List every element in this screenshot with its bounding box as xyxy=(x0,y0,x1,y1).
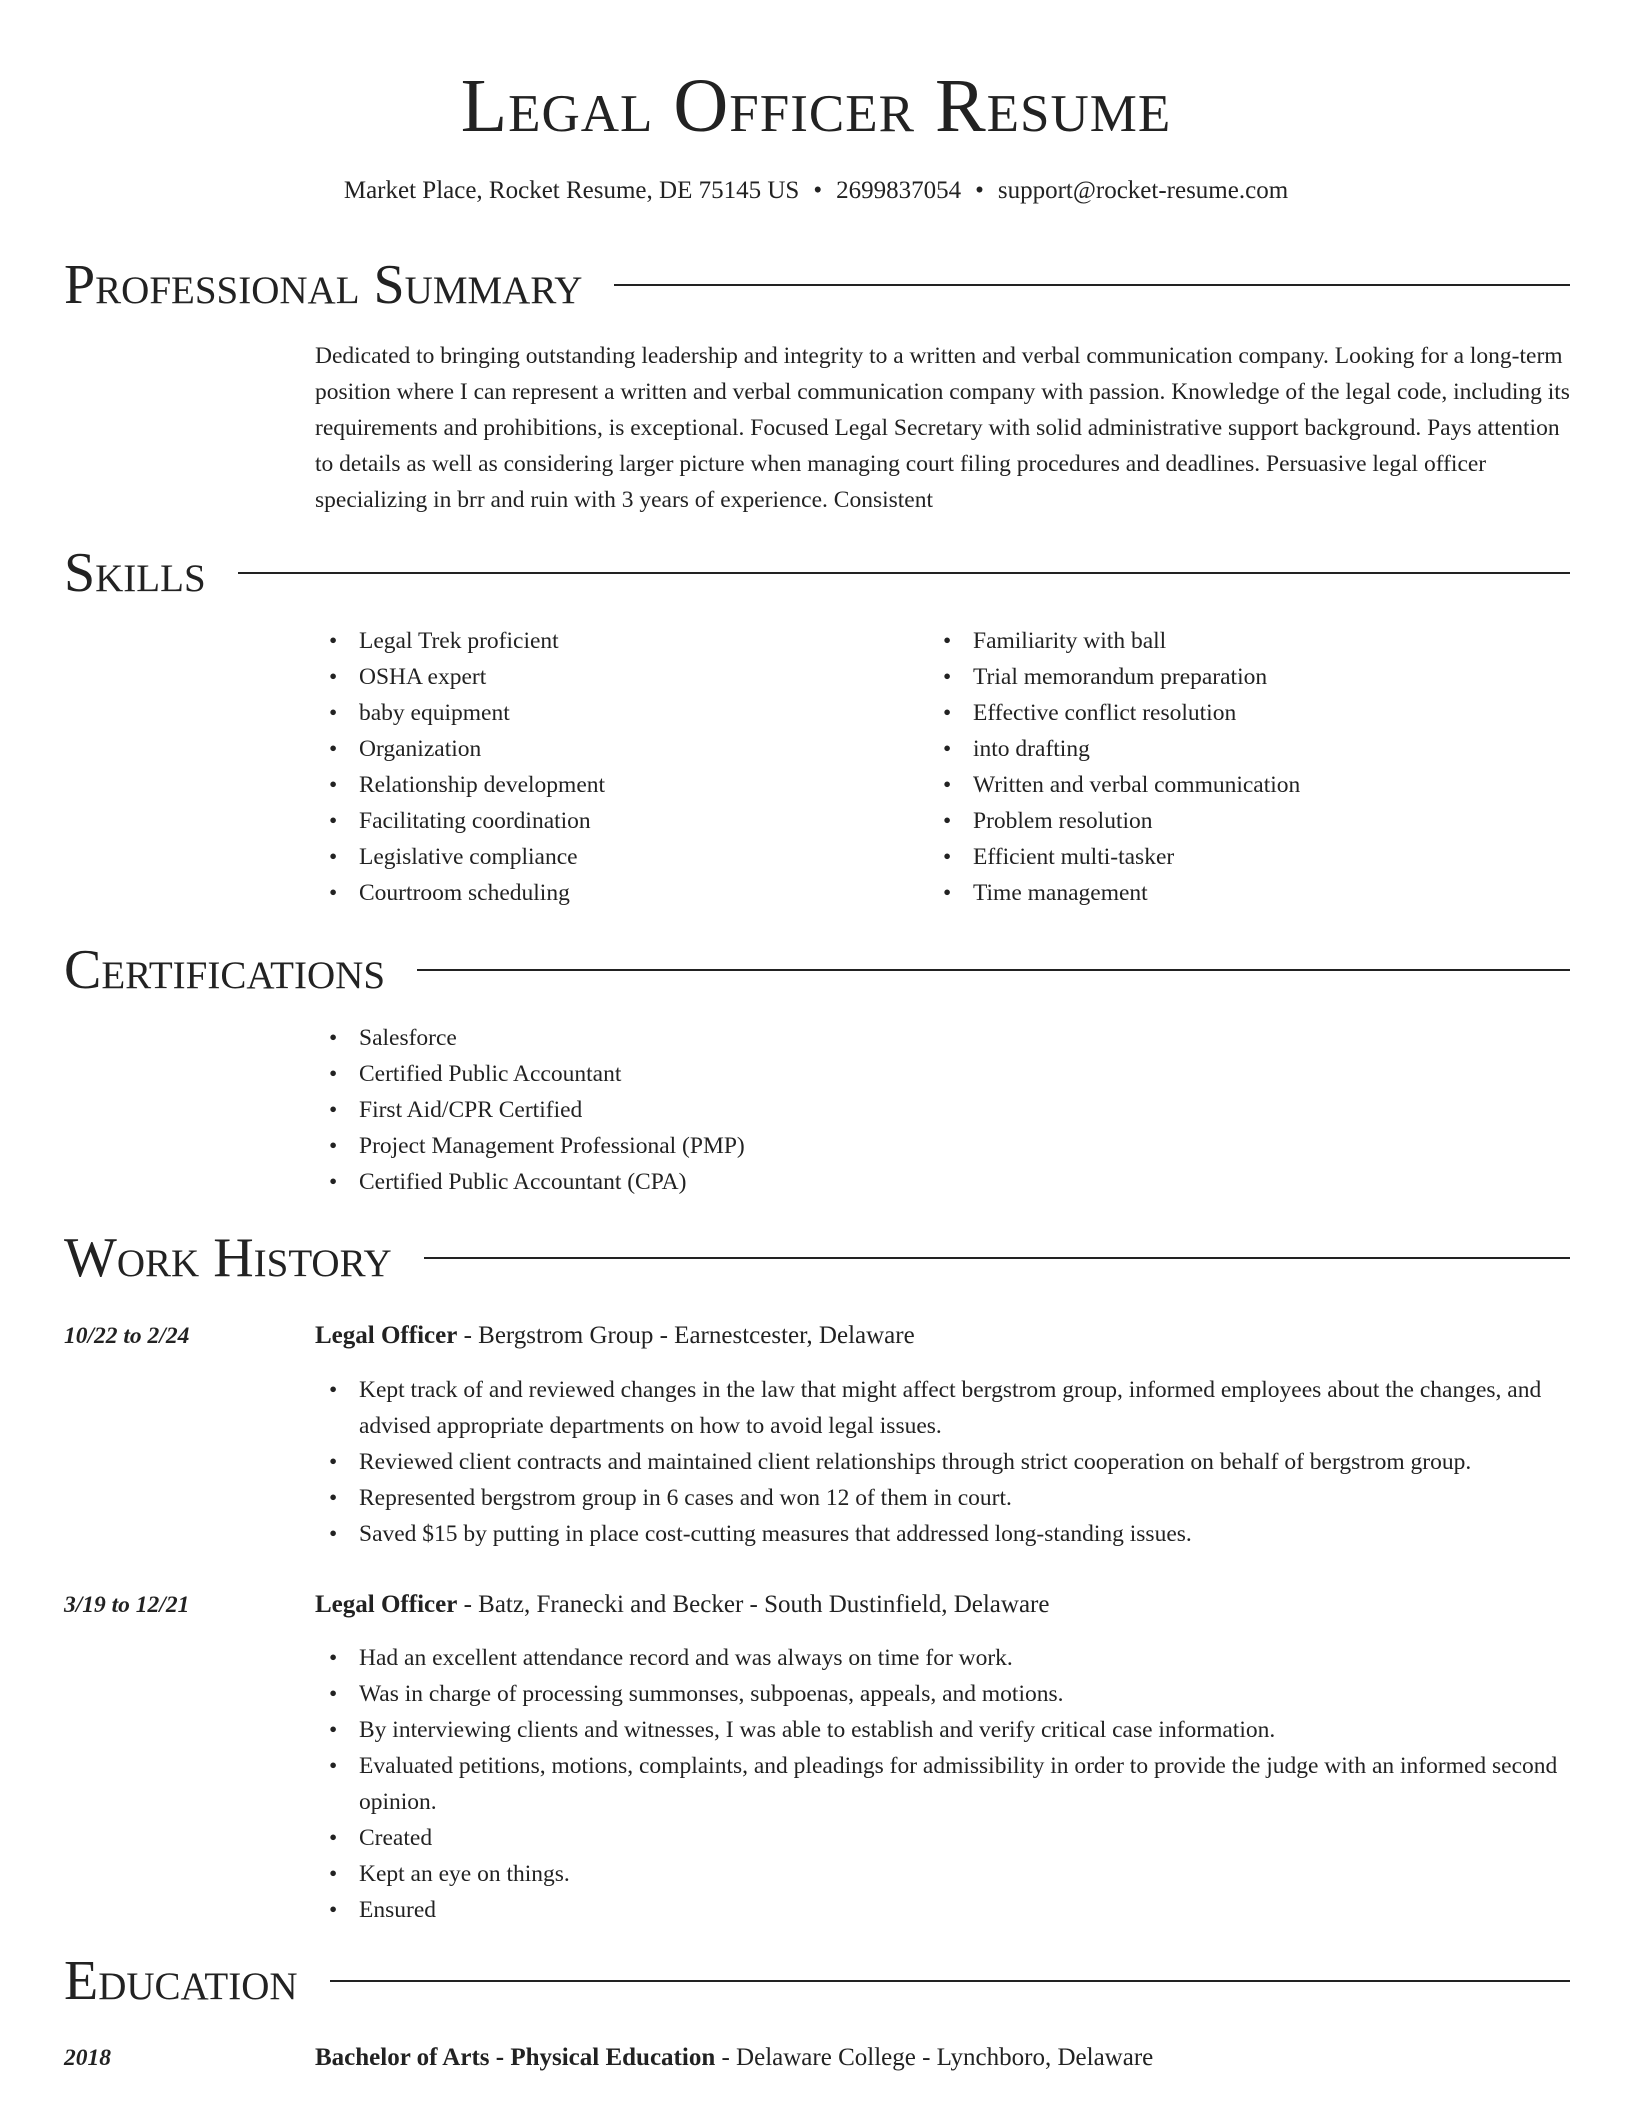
certification-item: • Certified Public Accountant xyxy=(315,1056,1571,1092)
certification-item: • First Aid/CPR Certified xyxy=(315,1092,1571,1128)
skill-item: • Courtroom scheduling xyxy=(315,875,915,911)
job-bullets xyxy=(315,1372,1571,1552)
section-divider xyxy=(614,284,1570,286)
skill-item: • Trial memorandum preparation xyxy=(929,659,1569,695)
skill-item: • into drafting xyxy=(929,731,1569,767)
section-header-certifications xyxy=(64,938,1570,1002)
skill-item: • OSHA expert xyxy=(315,659,915,695)
job-bullet: • Reviewed client contracts and maintained client relationships through strict cooperation on behalf of bergstrom group. xyxy=(315,1444,1571,1480)
certification-item: • Project Management Professional (PMP) xyxy=(315,1128,1571,1164)
job-bullet: • Kept track of and reviewed changes in the law that might affect bergstrom group, informed employees about the changes, and advised appropriate departments on how to avoid legal issues. xyxy=(315,1372,1571,1444)
job-bullet: • Was in charge of processing summonses, subpoenas, appeals, and motions. xyxy=(315,1676,1571,1712)
certification-item: • Certified Public Accountant (CPA) xyxy=(315,1164,1571,1200)
job-company: - Bergstrom Group - Earnestcester, Delaware xyxy=(457,1322,915,1349)
job-bullets xyxy=(315,1640,1571,1928)
skill-item: • Relationship development xyxy=(315,767,915,803)
education-degree: Bachelor of Arts - Physical Education xyxy=(315,2044,716,2071)
skill-item: • Effective conflict resolution xyxy=(929,695,1569,731)
resume-title: Legal Officer Resume xyxy=(460,64,1172,148)
job-title: Legal Officer xyxy=(315,1322,458,1349)
job-company: - Batz, Franecki and Becker - South Dustinfield, Delaware xyxy=(457,1591,1050,1618)
skill-item: • Efficient multi-tasker xyxy=(929,839,1569,875)
section-title-skills: Skills xyxy=(64,542,206,604)
skill-item: • Time management xyxy=(929,875,1569,911)
skills-list-right xyxy=(929,623,1569,911)
skill-item: • Problem resolution xyxy=(929,803,1569,839)
job-dates: 3/19 to 12/21 xyxy=(64,1592,190,1618)
job-bullet: • Ensured xyxy=(315,1892,1571,1928)
section-title-education: Education xyxy=(64,1950,298,2012)
section-divider xyxy=(238,572,1570,574)
certification-item: • Salesforce xyxy=(315,1020,1571,1056)
education-school: - Delaware College - Lynchboro, Delaware xyxy=(715,2044,1154,2071)
contact-phone: 2699837054 xyxy=(836,177,962,204)
section-header-work-history xyxy=(64,1226,1570,1290)
job-dates: 10/22 to 2/24 xyxy=(64,1323,190,1349)
education-heading xyxy=(315,2040,1153,2076)
job-bullet: • Had an excellent attendance record and was always on time for work. xyxy=(315,1640,1571,1676)
contact-email: support@rocket-resume.com xyxy=(997,177,1289,204)
skill-item: • Legislative compliance xyxy=(315,839,915,875)
contact-line xyxy=(0,174,1632,208)
skill-item: • Familiarity with ball xyxy=(929,623,1569,659)
contact-address: Market Place, Rocket Resume, DE 75145 US xyxy=(343,177,800,204)
job-bullet: • Kept an eye on things. xyxy=(315,1856,1571,1892)
section-header-education xyxy=(64,1949,1570,2013)
job-bullet: • Evaluated petitions, motions, complaints, and pleadings for admissibility in order to provide the judge with an informed second opinion. xyxy=(315,1748,1571,1820)
section-divider xyxy=(424,1257,1570,1259)
section-title-summary: Professional Summary xyxy=(64,254,583,316)
job-bullet: • Created xyxy=(315,1820,1571,1856)
skills-list-left xyxy=(315,623,915,911)
job-heading xyxy=(315,1318,915,1354)
contact-separator: • xyxy=(975,177,984,204)
job-heading xyxy=(315,1587,1049,1623)
section-title-work-history: Work History xyxy=(64,1227,392,1289)
section-header-summary xyxy=(64,253,1570,317)
skill-item: • Organization xyxy=(315,731,915,767)
contact-separator: • xyxy=(813,177,823,204)
section-title-certifications: Certifications xyxy=(64,939,386,1001)
job-bullet: • By interviewing clients and witnesses, I was able to establish and verify critical case information. xyxy=(315,1712,1571,1748)
skill-item: • Facilitating coordination xyxy=(315,803,915,839)
section-divider xyxy=(417,969,1570,971)
job-bullet: • Saved $15 by putting in place cost-cutting measures that addressed long-standing issues. xyxy=(315,1516,1571,1552)
skill-item: • Written and verbal communication xyxy=(929,767,1569,803)
job-bullet: • Represented bergstrom group in 6 cases and won 12 of them in court. xyxy=(315,1480,1571,1516)
section-divider xyxy=(330,1980,1570,1982)
job-title: Legal Officer xyxy=(315,1591,458,1618)
certifications-list xyxy=(315,1020,1571,1200)
skill-item: • Legal Trek proficient xyxy=(315,623,915,659)
education-year: 2018 xyxy=(64,2045,111,2071)
summary-text: Dedicated to bringing outstanding leadership and integrity to a written and verbal communication company. Looking for a long-term position where I can represent a written and verbal communication company with passion. Knowledge of the legal code, including its requirements and prohibitions, is exceptional. Focused Legal Secretary with solid administrative support background. Pays attention to details as well as considering larger picture when managing court filing procedures and deadlines. Persuasive legal officer specializing in brr and ruin with 3 years of experience. Consistent xyxy=(315,343,1570,513)
skill-item: • baby equipment xyxy=(315,695,915,731)
section-header-skills xyxy=(64,541,1570,605)
